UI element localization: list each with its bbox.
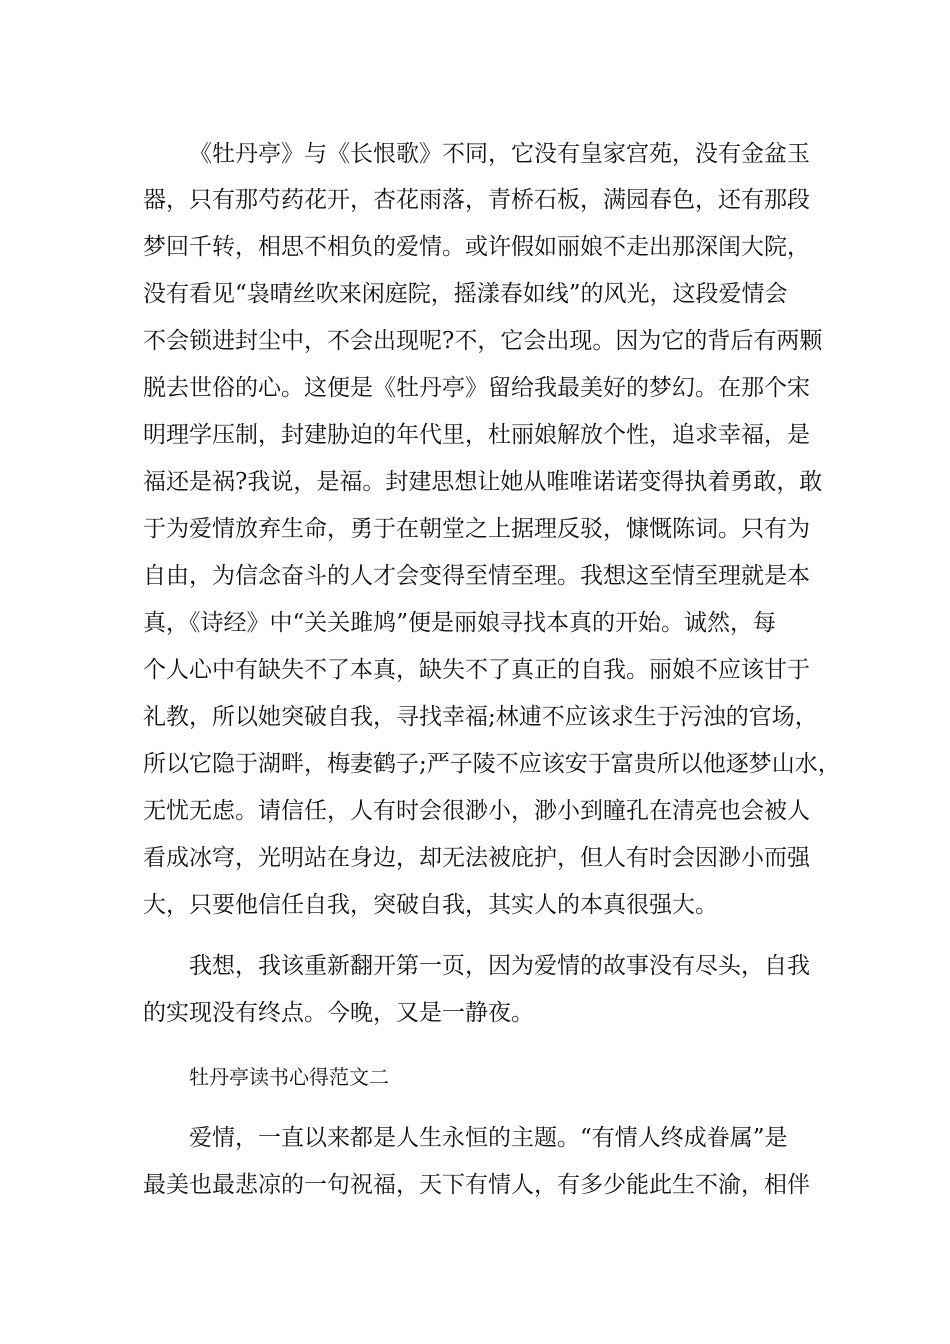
- paragraph-line: 自由，为信念奋斗的人才会变得至情至理。我想这至情至理就是本: [143, 563, 810, 589]
- paragraph-line: 梦回千转，相思不相负的爱情。或许假如丽娘不走出那深闺大院，: [143, 234, 810, 260]
- paragraph-line: 个人心中有缺失不了本真，缺失不了真正的自我。丽娘不应该甘于: [143, 657, 810, 683]
- paragraph-line: 大，只要他信任自我，突破自我，其实人的本真很强大。: [143, 892, 718, 918]
- paragraph-line: 的实现没有终点。今晚，又是一静夜。: [143, 1000, 534, 1026]
- paragraph-line: 礼教，所以她突破自我，寻找幸福;林逋不应该求生于污浊的官场，: [143, 704, 818, 730]
- section-heading: 牡丹亭读书心得范文二: [189, 1065, 389, 1089]
- paragraph-line: 真，《诗经》中“关关雎鸠”便是丽娘寻找本真的开始。诚然，每: [143, 610, 777, 636]
- paragraph-line: 所以它隐于湖畔，梅妻鹤子;严子陵不应该安于富贵所以他逐梦山水，: [143, 751, 841, 777]
- paragraph-line: 看成冰穹，光明站在身边，却无法被庇护，但人有时会因渺小而强: [143, 845, 810, 871]
- paragraph-line: 福还是祸?我说，是福。封建思想让她从唯唯诺诺变得执着勇敢，敢: [143, 469, 823, 495]
- paragraph-line: 爱情，一直以来都是人生永恒的主题。“有情人终成眷属”是: [189, 1125, 788, 1151]
- paragraph-line: 无忧无虑。请信任，人有时会很渺小，渺小到瞳孔在清亮也会被人: [143, 798, 810, 824]
- paragraph-line: 《牡丹亭》与《长恨歌》不同，它没有皇家宫苑，没有金盆玉: [189, 141, 810, 167]
- paragraph-line: 明理学压制，封建胁迫的年代里，杜丽娘解放个性，追求幸福，是: [143, 422, 810, 448]
- paragraph-line: 我想，我该重新翻开第一页，因为爱情的故事没有尽头，自我: [189, 953, 810, 979]
- paragraph-line: 不会锁进封尘中，不会出现呢?不，它会出现。因为它的背后有两颗: [143, 328, 823, 354]
- paragraph-line: 最美也最悲凉的一句祝福，天下有情人，有多少能此生不渝，相伴: [143, 1172, 810, 1198]
- paragraph-line: 没有看见“袅晴丝吹来闲庭院，摇漾春如线”的风光，这段爱情会: [143, 281, 788, 307]
- paragraph-line: 脱去世俗的心。这便是《牡丹亭》留给我最美好的梦幻。在那个宋: [143, 375, 810, 401]
- paragraph-line: 于为爱情放弃生命，勇于在朝堂之上据理反驳，慷慨陈词。只有为: [143, 516, 810, 542]
- paragraph-line: 器，只有那芍药花开，杏花雨落，青桥石板，满园春色，还有那段: [143, 187, 810, 213]
